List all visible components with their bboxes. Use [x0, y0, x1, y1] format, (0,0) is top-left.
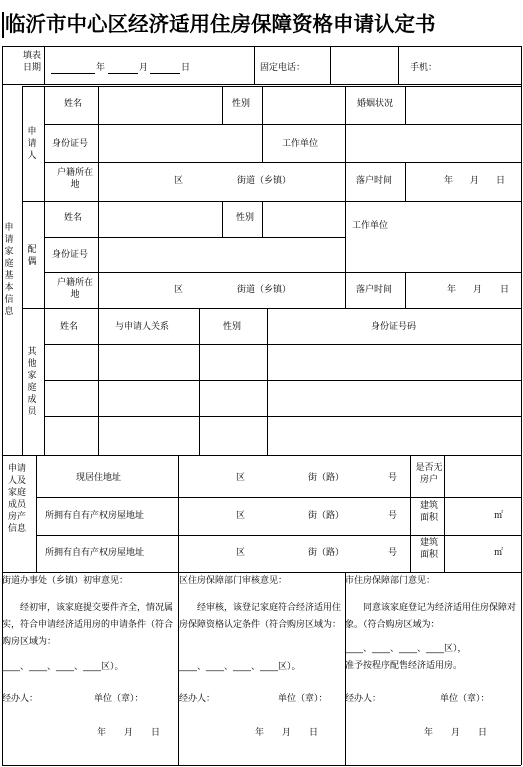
applicant-gender-label: 性别 [232, 99, 251, 109]
grid-line-v [398, 46, 399, 84]
grid-line-v [405, 86, 406, 124]
grid-line-v [222, 86, 223, 124]
opinion-1-body: 经初审，该家庭提交要件齐全，情况属实，符合申请经济适用房的申请条件（符合购房区域为： [2, 603, 174, 647]
title-text: 临沂市中心区经济适用住房保障资格申请认定书 [5, 12, 436, 36]
opinion-2-title: 区住房保障部门审核意见： [179, 576, 288, 586]
grid-line-v [44, 86, 45, 455]
grid-line-v [345, 86, 346, 124]
spouse-id-label: 身份证号 [52, 250, 89, 260]
grid-line-v [98, 162, 99, 201]
applicant-work-label: 工作单位 [282, 139, 319, 149]
grid-line-h [44, 416, 521, 417]
spouse-section-label: 配偶 [27, 245, 37, 267]
applicant-id-label: 身份证号 [52, 139, 89, 149]
grid-line-h [44, 380, 521, 381]
applicant-settle-month: 月 [470, 176, 480, 186]
opinion-2-unit: 单位（章）： [278, 694, 328, 704]
month-label: 月 [139, 63, 149, 73]
opinion-2-blanks: ____、____、____、____区）。 [179, 662, 301, 672]
spouse-hukou-label: 户籍所在地 [57, 278, 94, 300]
current-number-label: 号 [388, 473, 398, 483]
area-unit-1: ㎡ [494, 511, 504, 521]
grid-line-v [22, 86, 23, 455]
spouse-district-label: 区 [174, 285, 184, 295]
grid-line-v [44, 46, 45, 84]
grid-line-h [44, 124, 521, 125]
family-info-section-label: 申请家庭基本信息 [4, 223, 14, 317]
applicant-district-label: 区 [174, 176, 184, 186]
applicant-street-label: 街道（乡镇） [237, 176, 292, 186]
spouse-settle-label: 落户时间 [356, 285, 393, 295]
spouse-settle-month: 月 [473, 285, 483, 295]
grid-line-h [22, 86, 521, 87]
grid-line-h [36, 535, 521, 536]
grid-line-h [2, 572, 521, 573]
applicant-hukou-label: 户籍所在地 [57, 168, 94, 190]
mobile-label: 手机： [410, 63, 438, 73]
grid-line-v [410, 455, 411, 572]
others-section-label: 其他家庭成员 [27, 347, 37, 417]
grid-line-h [44, 162, 521, 163]
opinion-3-handler: 经办人： [345, 694, 382, 704]
grid-line-v [178, 455, 179, 572]
grid-line-v [405, 162, 406, 201]
text-cursor [2, 12, 4, 38]
grid-line-v [521, 46, 522, 765]
spouse-work-label: 工作单位 [352, 221, 389, 231]
grid-line-h [44, 237, 345, 238]
grid-line-v [2, 46, 3, 765]
area-label-1: 建筑面积 [419, 501, 438, 523]
day-label: 日 [181, 63, 191, 73]
grid-line-v [98, 201, 99, 308]
applicant-settle-label: 落户时间 [356, 176, 393, 186]
spouse-settle-year: 年 [447, 285, 457, 295]
opinion-1-unit: 单位（章）： [94, 694, 144, 704]
applicant-name-label: 姓名 [64, 99, 83, 109]
grid-line-v [345, 201, 346, 308]
others-name-header: 姓名 [60, 322, 79, 332]
opinion-2-handler: 经办人： [179, 694, 216, 704]
grid-line-v [254, 46, 255, 84]
others-relation-header: 与申请人关系 [115, 322, 170, 332]
grid-line-h [22, 308, 521, 309]
owned-street-label-1: 街（路） [308, 511, 345, 521]
opinion-3-unit: 单位（章）： [440, 694, 490, 704]
phone-label: 固定电话： [260, 63, 306, 73]
applicant-marital-label: 婚姻状况 [357, 99, 394, 109]
current-address-label: 现居住地址 [76, 473, 122, 483]
opinion-1-blanks: ____、____、____、____区）。 [2, 662, 124, 672]
grid-line-v [444, 455, 445, 572]
applicant-section-label: 申请人 [27, 127, 37, 161]
opinion-1-handler: 经办人： [2, 694, 39, 704]
owned-number-label-1: 号 [388, 511, 398, 521]
year-label: 年 [96, 63, 106, 73]
owned-district-label-2: 区 [236, 548, 246, 558]
grid-line-v [262, 201, 263, 237]
current-district-label: 区 [236, 473, 246, 483]
grid-line-h [22, 201, 521, 202]
others-gender-header: 性别 [223, 322, 242, 332]
grid-line-v [345, 162, 346, 201]
grid-line-h [44, 272, 521, 273]
grid-line-v [330, 46, 331, 84]
applicant-settle-day: 日 [496, 176, 506, 186]
owned-district-label-1: 区 [236, 511, 246, 521]
spouse-settle-day: 日 [500, 285, 510, 295]
opinion-3-blanks: ____、____、____、____区）， [345, 644, 467, 654]
grid-line-h [2, 46, 521, 47]
opinion-3-body: 同意该家庭登记为经济适用住房保障对象。（符合购房区域为： [345, 603, 517, 630]
opinion-1-date: 年 月 日 [97, 728, 161, 738]
grid-line-v [262, 86, 263, 124]
owned-address-label-1: 所拥有自有产权房屋地址 [45, 511, 145, 521]
grid-line-h [2, 84, 521, 85]
grid-line-v [405, 272, 406, 308]
opinion-3-title: 市住房保障部门意见： [345, 576, 436, 586]
grid-line-h [36, 497, 521, 498]
grid-line-v [345, 124, 346, 162]
applicant-settle-year: 年 [444, 176, 454, 186]
spouse-name-label: 姓名 [64, 213, 83, 223]
area-label-2: 建筑面积 [419, 538, 438, 560]
property-section-label: 申请人及家庭成员房产信息 [7, 464, 26, 534]
year-blank[interactable] [51, 62, 95, 74]
area-unit-2: ㎡ [494, 548, 504, 558]
owned-street-label-2: 街（路） [308, 548, 345, 558]
grid-line-h [44, 344, 521, 345]
opinion-3-extra: 准予按程序配售经济适用房。 [345, 661, 463, 671]
opinion-3-date: 年 月 日 [424, 728, 488, 738]
document-title [5, 4, 519, 44]
grid-line-h [2, 765, 521, 766]
opinion-1-title: 街道办事处（乡镇）初审意见： [2, 576, 129, 586]
opinion-2-date: 年 月 日 [255, 728, 319, 738]
day-blank[interactable] [150, 62, 180, 74]
grid-line-v [199, 308, 200, 455]
others-id-header: 身份证号码 [371, 322, 417, 332]
grid-line-v [267, 308, 268, 455]
grid-line-v [36, 455, 37, 572]
opinion-2-body: 经审核，该登记家庭符合经济适用住房保障资格认定条件（符合购房区域为： [179, 603, 342, 630]
current-street-label: 街（路） [308, 473, 345, 483]
spouse-gender-label: 性别 [236, 213, 255, 223]
spouse-street-label: 街道（乡镇） [237, 285, 292, 295]
month-blank[interactable] [108, 62, 138, 74]
grid-line-v [262, 124, 263, 162]
has-house-label: 是否无房户 [415, 463, 443, 485]
fill-date-label: 填表日期 [22, 51, 41, 73]
grid-line-v [98, 308, 99, 455]
owned-address-label-2: 所拥有自有产权房屋地址 [45, 548, 145, 558]
owned-number-label-2: 号 [388, 548, 398, 558]
grid-line-v [222, 201, 223, 237]
